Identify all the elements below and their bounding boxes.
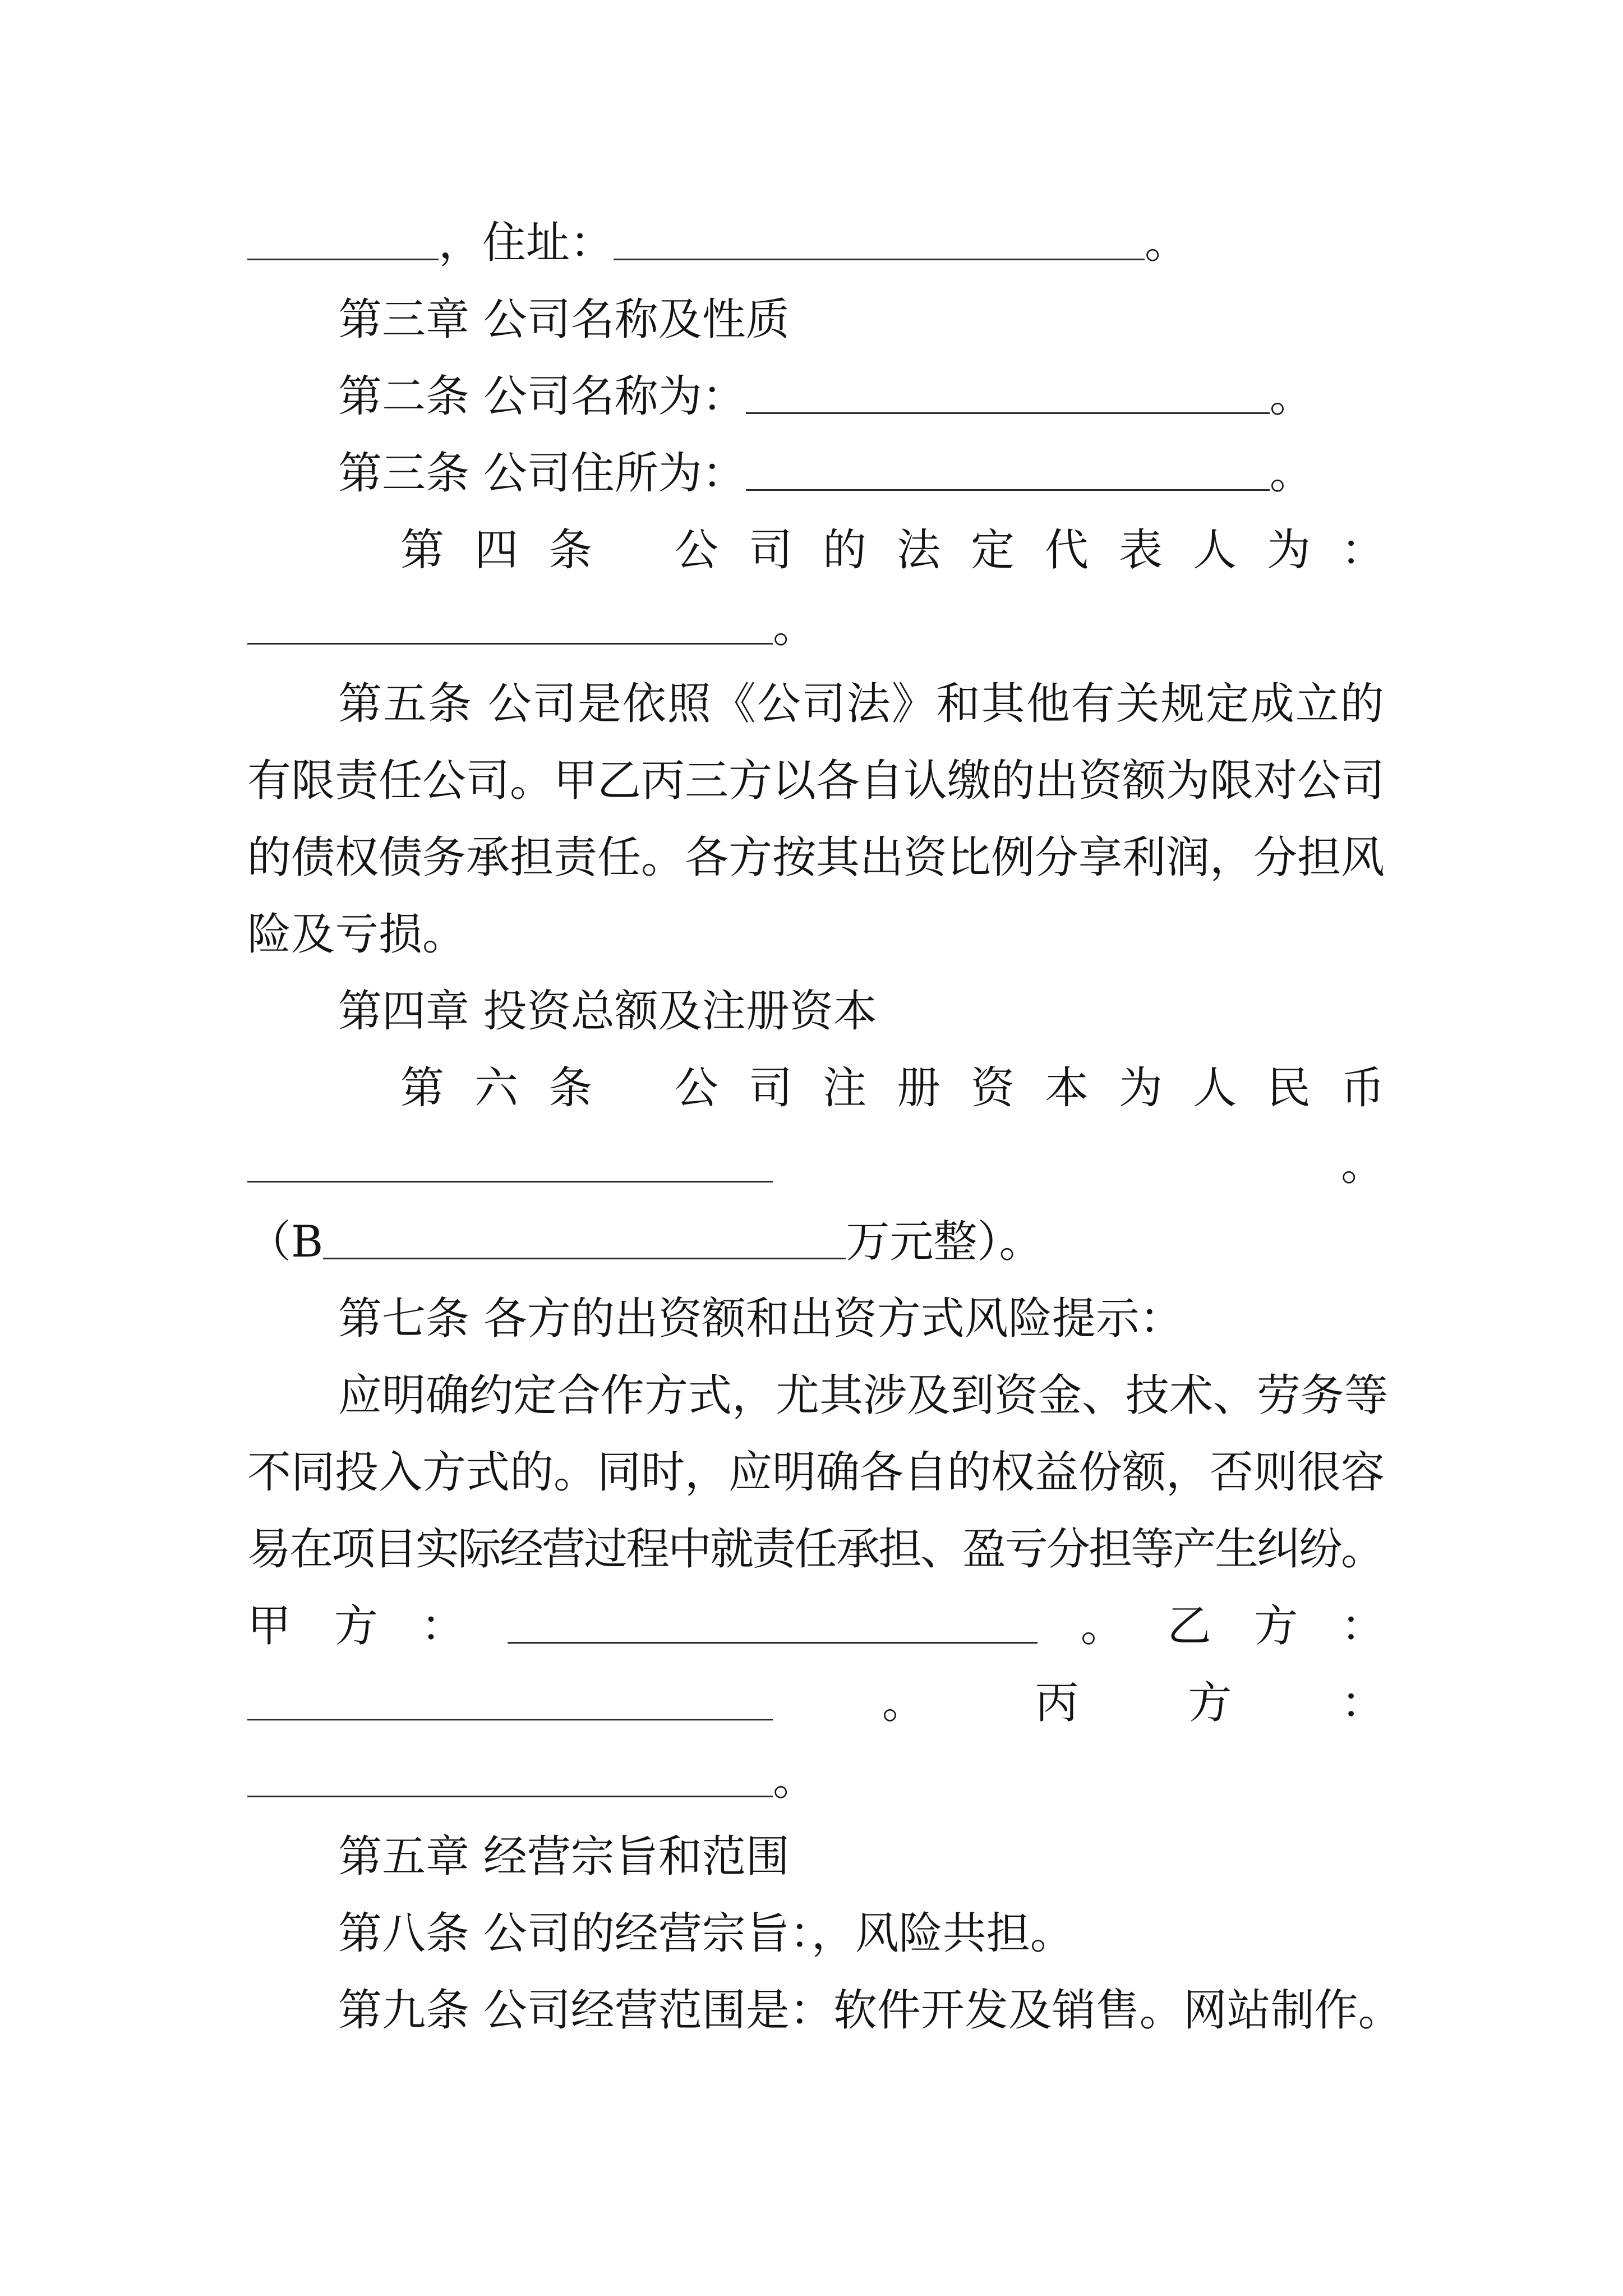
party-b-blank bbox=[247, 1680, 773, 1720]
capital-amount-prefix: （B bbox=[247, 1217, 324, 1267]
spread-char: 定 bbox=[970, 525, 1015, 576]
spread-char: 公 bbox=[674, 525, 718, 576]
article-6-end: 。 bbox=[1340, 1140, 1385, 1190]
article-2-end: 。 bbox=[1269, 371, 1313, 422]
article-2 bbox=[247, 358, 1385, 435]
spread-char: 本 bbox=[1044, 1063, 1089, 1114]
article-3-end: 。 bbox=[1269, 448, 1313, 499]
spread-char: 为 bbox=[1118, 1063, 1163, 1114]
spread-char: 方 bbox=[1188, 1678, 1232, 1728]
address-label: ，住址： bbox=[439, 218, 614, 268]
article-3-label: 第三条 公司住所为： bbox=[338, 448, 746, 499]
spread-char: 方 bbox=[1254, 1601, 1298, 1651]
spread-char: ： bbox=[1340, 1601, 1385, 1651]
party-c-end: 。 bbox=[773, 1755, 817, 1805]
article-3 bbox=[247, 435, 1385, 512]
capital-amount-suffix: 万元整）。 bbox=[846, 1217, 1043, 1267]
spread-char: 司 bbox=[748, 1063, 792, 1114]
spread-char: 人 bbox=[1192, 525, 1237, 576]
spread-char: 四 bbox=[474, 525, 519, 576]
spread-char: ： bbox=[1340, 1678, 1385, 1728]
party-a-b-line bbox=[247, 1588, 1385, 1665]
article-2-label: 第二条 公司名称为： bbox=[338, 371, 746, 422]
spread-char: 司 bbox=[748, 525, 792, 576]
capital-amount-line bbox=[247, 1204, 1385, 1281]
article-9: 第九条 公司经营范围是：软件开发及销售。网站制作。 bbox=[338, 1985, 1402, 2036]
article-7-line-3: 易在项目实际经营过程中就责任承担、盈亏分担等产生纠纷。 bbox=[247, 1524, 1384, 1575]
party-b-end: 。 bbox=[882, 1678, 926, 1728]
document-body bbox=[247, 205, 1402, 2049]
article-5-line-1: 第五条 公司是依照《公司法》和其他有关规定成立的 bbox=[338, 679, 1385, 729]
spread-char: 资 bbox=[970, 1063, 1015, 1114]
article-7-line-2: 不同投入方式的。同时，应明确各自的权益份额，否则很容 bbox=[247, 1447, 1385, 1498]
spread-char: 第 bbox=[400, 525, 445, 576]
article-4-heading bbox=[247, 512, 1385, 589]
chapter-3-title: 第三章 公司名称及性质 bbox=[338, 295, 790, 345]
party-a-blank bbox=[508, 1603, 1038, 1644]
company-address-blank bbox=[746, 450, 1270, 491]
spread-char: 六 bbox=[474, 1063, 519, 1114]
spread-char: 表 bbox=[1118, 525, 1163, 576]
spread-char: 为 bbox=[1266, 525, 1311, 576]
address-line bbox=[247, 205, 1385, 282]
spread-char: 人 bbox=[1192, 1063, 1237, 1114]
spread-char: 法 bbox=[896, 525, 940, 576]
article-8: 第八条 公司的经营宗旨：，风险共担。 bbox=[338, 1908, 1074, 1959]
article-7-line-1: 应明确约定合作方式，尤其涉及到资金、技术、劳务等 bbox=[338, 1370, 1389, 1421]
article-5-line-3: 的债权债务承担责任。各方按其出资比例分享利润，分担风 bbox=[247, 832, 1385, 883]
capital-amount-blank bbox=[323, 1218, 846, 1259]
registered-capital-line bbox=[247, 1127, 1385, 1204]
legal-representative-line bbox=[247, 589, 1385, 666]
spread-char: 第 bbox=[400, 1063, 445, 1114]
party-c-line bbox=[247, 1742, 1385, 1819]
spread-char: 甲 bbox=[247, 1601, 292, 1651]
spread-char: 民 bbox=[1266, 1063, 1311, 1114]
spread-char: 条 bbox=[548, 1063, 593, 1114]
registered-capital-blank bbox=[247, 1142, 773, 1182]
spread-char: 注 bbox=[822, 1063, 866, 1114]
article-6-heading bbox=[247, 1050, 1385, 1127]
address-blank bbox=[614, 219, 1145, 260]
article-5-line-4: 险及亏损。 bbox=[247, 909, 467, 960]
party-c-blank bbox=[247, 1756, 773, 1797]
spread-char: 币 bbox=[1340, 1063, 1385, 1114]
party-a-end: 。 bbox=[1080, 1601, 1124, 1651]
chapter-4-title: 第四章 投资总额及注册资本 bbox=[338, 986, 877, 1037]
party-name-blank bbox=[247, 219, 439, 260]
address-end: 。 bbox=[1145, 218, 1189, 268]
spread-char: ： bbox=[1340, 525, 1385, 576]
article-7-title: 第七条 各方的出资额和出资方式风险提示： bbox=[338, 1294, 1183, 1344]
legal-representative-blank bbox=[247, 604, 773, 645]
spread-char: 方 bbox=[334, 1601, 378, 1651]
spread-char: 乙 bbox=[1167, 1601, 1211, 1651]
party-b-c-line bbox=[247, 1665, 1385, 1742]
article-4-end: 。 bbox=[773, 602, 817, 652]
article-5-line-2: 有限责任公司。甲乙丙三方以各自认缴的出资额为限对公司 bbox=[247, 756, 1385, 806]
spread-char: 的 bbox=[822, 525, 866, 576]
chapter-5-title: 第五章 经营宗旨和范围 bbox=[338, 1832, 790, 1882]
spread-char: 公 bbox=[674, 1063, 718, 1114]
spread-char: 代 bbox=[1044, 525, 1089, 576]
spread-char: 册 bbox=[896, 1063, 940, 1114]
spread-char: ： bbox=[421, 1601, 465, 1651]
spread-char: 条 bbox=[548, 525, 593, 576]
spread-char: 丙 bbox=[1035, 1678, 1079, 1728]
company-name-blank bbox=[746, 373, 1270, 414]
